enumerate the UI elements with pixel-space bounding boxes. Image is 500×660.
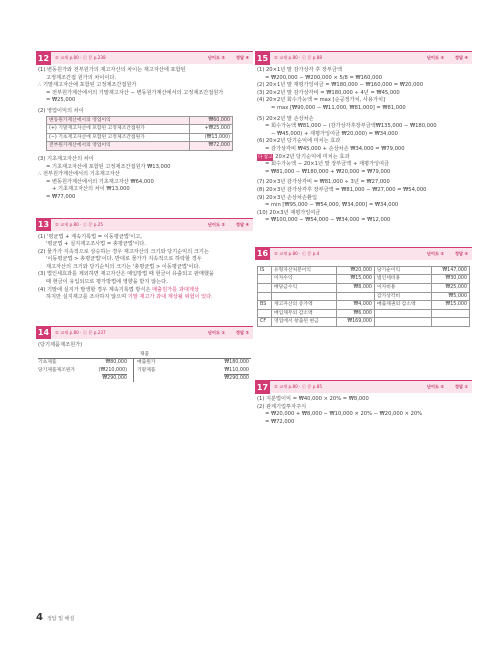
difficulty-label: 난이도 ③ bbox=[426, 55, 444, 60]
problem-number: 14 bbox=[37, 328, 50, 338]
problem-number: 12 bbox=[37, 53, 50, 63]
table-cell: ₩20,000 bbox=[336, 266, 374, 275]
difficulty-label: 난이도 ① bbox=[207, 329, 225, 335]
table-cell: ₩25,000 bbox=[431, 284, 469, 293]
text-line: '이동평균법 > 총평균법'이다. 반대로 물가가 지속적으로 하락할 경우 bbox=[46, 256, 202, 263]
text-line: '평균법 + 실지재고조사법 = 총평균법'이다. bbox=[46, 241, 146, 248]
section-15-body bbox=[255, 64, 472, 225]
table-cell: 영업에서 창출된 현금 bbox=[272, 318, 337, 327]
text-line: = max [₩90,000 − ₩11,000, ₩81,000] = ₩81,000 bbox=[271, 104, 406, 111]
table-cell: (+) 기말재고자산에 포함된 고정제조간접원가 bbox=[47, 125, 190, 134]
account-value: ₩110,000 bbox=[224, 367, 249, 373]
table-cell: ₩8,000 bbox=[336, 284, 374, 293]
table-cell bbox=[374, 309, 431, 318]
account-name: 기초제품 bbox=[38, 360, 57, 366]
difficulty-label: 난이도 ② bbox=[207, 55, 225, 60]
text-line: 하지만 실지재고를 조사하지 않으며 bbox=[46, 294, 128, 301]
text-line: ∴ 기말재고자산에 포함된 고정제조간접원가 bbox=[38, 82, 137, 89]
text-line: (9) 20×3년 손상차손환입 bbox=[257, 194, 317, 201]
profit-difference-table bbox=[46, 116, 233, 151]
page-footer bbox=[36, 612, 74, 623]
table-cell bbox=[431, 318, 469, 327]
problem-number: 16 bbox=[256, 249, 269, 259]
table-cell: ₩6,000 bbox=[336, 309, 374, 318]
text-line: = ₩77,000 bbox=[46, 193, 76, 200]
table-cell: 변동원가계산에서의 영업이익 bbox=[47, 116, 190, 125]
section-13-body bbox=[36, 231, 253, 302]
note-tag: 다 참고 bbox=[258, 154, 273, 160]
section-16-header bbox=[255, 247, 472, 260]
text-line: (3) 20×2년 말 감가상각비 = ₩180,000 ÷ 4년 = ₩45,000 bbox=[257, 89, 400, 96]
section-12-body bbox=[36, 64, 253, 202]
text-line: = ₩20,000 + ₩8,000 − ₩10,000 × 20% − ₩20,000 × 20% bbox=[265, 411, 423, 418]
table-cell bbox=[258, 275, 272, 284]
account-value: ₩180,000 bbox=[224, 360, 249, 366]
source-ref: ② 교재 p.80 · ⓒ 문 p.4 bbox=[274, 250, 320, 256]
text-line: (3) 법인세효과를 제외하면 재고자산은 매입방법 때 현금이 유출되고 판매했을 bbox=[38, 271, 214, 278]
table-cell: ₩4,000 bbox=[336, 301, 374, 310]
text-line: + 기초재고자산의 차이 ₩13,000 bbox=[52, 186, 130, 193]
answer-label: 정답 ④ bbox=[235, 221, 249, 227]
table-cell: 이자수익 bbox=[272, 275, 337, 284]
table-cell bbox=[258, 284, 272, 293]
text-line: = 회수가능액 ₩81,000 − (감가상각후장부금액₩135,000 − ₩180,000 bbox=[265, 123, 437, 130]
text-line: (4) 20×2년 회수가능액 = max [순공정가치, 사용가치] bbox=[257, 97, 386, 104]
text-line: (2) 관계기업투자주식 bbox=[257, 403, 307, 410]
table-cell: (−) 기초재고자산에 포함된 고정제조간접원가 bbox=[47, 133, 190, 142]
section-14-body bbox=[36, 339, 253, 382]
table-cell: 이자비용 bbox=[374, 284, 431, 293]
section-15-header bbox=[255, 51, 472, 64]
answer-label: 정답 ④ bbox=[454, 55, 468, 60]
text-line: = 회수가능액 − 20×1년 말 장부금액 + 재평가잉여금 bbox=[265, 161, 390, 168]
highlight-text: 매출원가를 과대계상 bbox=[152, 286, 199, 293]
table-cell bbox=[258, 309, 272, 318]
table-cell bbox=[258, 292, 272, 301]
source-ref: ② 교재 p.80 · ⓒ 문 p.88 bbox=[274, 55, 323, 60]
table-cell: ₩72,000 bbox=[189, 142, 232, 151]
account-value: ₩80,000 bbox=[105, 360, 127, 366]
text-line: = 변동원가계산에서의 기초재고자산 ₩64,000 bbox=[46, 178, 154, 185]
text-line: (1) 지분법이익 = ₩40,000 × 20% = ₩8,000 bbox=[257, 396, 369, 403]
table-cell: 배당금수익 bbox=[272, 284, 337, 293]
text-line: 재고자산의 크기와 당기순익의 크기는 '총평균법 > 이동평균법'이다. bbox=[46, 263, 201, 270]
answer-label: 정답 ④ bbox=[235, 55, 249, 60]
text-line: ∴ 전부원가계산에서의 기초재고자산 bbox=[38, 171, 120, 178]
section-13-header bbox=[36, 218, 253, 231]
t-account-title: 제품 bbox=[139, 352, 150, 358]
difficulty-label: 난이도 ② bbox=[426, 384, 444, 390]
answer-label: 정답 ③ bbox=[454, 250, 468, 256]
table-cell bbox=[374, 318, 431, 327]
source-ref: ② 교재 p.80 · ⓒ 문 p.238 bbox=[55, 55, 106, 60]
account-name: 기말제품 bbox=[137, 367, 156, 373]
table-cell: ₩15,000 bbox=[336, 275, 374, 284]
account-name: 당기제품제조원가 bbox=[38, 367, 76, 373]
text-line: = min [₩95,000 − ₩54,000, ₩34,000] = ₩34,000 bbox=[265, 202, 399, 209]
answer-label: 정답 ① bbox=[454, 384, 468, 390]
difficulty-label: 난이도 ② bbox=[426, 250, 444, 256]
account-name: 매출원가 bbox=[137, 360, 156, 366]
table-cell: (₩13,000) bbox=[189, 133, 232, 142]
text-line: = 기초재고자산에 포함된 고정제조간접원가 ₩13,000 bbox=[46, 163, 171, 170]
text-line: (8) 20×3년 감가상각후 장부금액 = ₩81,000 − ₩27,000 = ₩54,000 bbox=[257, 186, 427, 193]
source-ref: ② 교재 p.80 · ⓒ 문 p.237 bbox=[55, 329, 106, 335]
text-line: (4) 기말에 실지가 발생할 경우 계속기록법 방식은 bbox=[38, 286, 153, 293]
text-line: = ₩200,000 − ₩200,000 × 5/8 = ₩160,000 bbox=[265, 74, 383, 81]
table-cell: 감가상각비 bbox=[374, 292, 431, 301]
text-line: = ₩72,000 bbox=[265, 418, 295, 425]
text-line: (당기제품제조원가) bbox=[38, 341, 83, 348]
text-line: (2) 영업이익의 차이 bbox=[38, 107, 84, 114]
problem-number: 17 bbox=[256, 382, 269, 392]
source-ref: ② 교재 p.80 · ⓒ 문 p.25 bbox=[55, 221, 104, 227]
text-line: 20×2년 당기순익에 미치는 효과 bbox=[275, 153, 350, 160]
text-line: (10) 20×3년 재평가잉여금 bbox=[257, 209, 321, 216]
text-line: = ₩100,000 − ₩54,000 − ₩34,000 = ₩12,000 bbox=[265, 217, 391, 224]
right-column bbox=[255, 0, 472, 426]
answer-label: 정답 ② bbox=[235, 329, 249, 335]
section-12-header bbox=[36, 51, 253, 64]
table-cell bbox=[336, 292, 374, 301]
text-line: (2) 물가가 지속적으로 상승하는 경우 재고자산의 크기와 당기순익의 크기는 bbox=[38, 248, 209, 255]
text-line: (7) 20×3년 감가상각비 = ₩81,000 ÷ 3년 = ₩27,000 bbox=[257, 179, 390, 186]
text-line: 때 현금이 유입되므로 평가방법에 영향을 받지 않는다. bbox=[46, 279, 168, 286]
problem-number: 13 bbox=[37, 220, 50, 229]
table-cell: ₩15,000 bbox=[431, 301, 469, 310]
table-cell: BS bbox=[258, 301, 272, 310]
section-16-body bbox=[255, 260, 472, 327]
account-total: ₩290,000 bbox=[102, 376, 127, 382]
table-cell: CF bbox=[258, 318, 272, 327]
table-cell bbox=[272, 292, 337, 301]
text-line: (1) 20×1년 말 감가상각 후 장부금액 bbox=[257, 67, 342, 73]
table-cell: ₩147,000 bbox=[431, 266, 469, 275]
table-cell: 법인세비용 bbox=[374, 275, 431, 284]
table-cell: 전부원가계산에서의 영업이익 bbox=[47, 142, 190, 151]
problem-number: 15 bbox=[256, 53, 269, 63]
table-cell bbox=[431, 309, 469, 318]
text-line: (3) 기초재고자산의 차이 bbox=[38, 155, 94, 162]
highlight-text: 기말 재고가 과대 계상될 위험이 있다. bbox=[127, 294, 213, 301]
difficulty-label: 난이도 ② bbox=[207, 221, 225, 227]
left-column bbox=[36, 0, 253, 382]
text-line: = ₩81,000 − ₩180,000 + ₩20,000 = ₩79,000 bbox=[265, 168, 391, 175]
text-line: (1) 변동원가와 전부원가의 재고자산의 차이는 재고자산에 포함된 bbox=[38, 67, 186, 73]
page-number: 4 bbox=[36, 612, 43, 623]
account-total: ₩290,000 bbox=[224, 376, 249, 382]
text-line: = 전부원가계산에서의 기말재고자산 − 변동원가계산에서의 고정제조간접원가 bbox=[46, 89, 224, 96]
table-cell: 당기순이익 bbox=[374, 266, 431, 275]
table-cell: IS bbox=[258, 266, 272, 275]
table-cell: 매출채권의 감소액 bbox=[374, 301, 431, 310]
section-17-body bbox=[255, 393, 472, 426]
table-cell: 매입채무의 감소액 bbox=[272, 309, 337, 318]
text-line: (2) 20×1년 말 재평가잉여금 = ₩180,000 − ₩160,000 = ₩20,000 bbox=[257, 82, 424, 89]
cash-flow-table bbox=[257, 266, 470, 327]
text-line: (1) '평균법 + 계속기록법 = 이동평균법'이고, bbox=[38, 233, 142, 240]
footer-label: 정답 및 해설 bbox=[46, 616, 75, 622]
t-account bbox=[38, 351, 251, 381]
text-line: (6) 20×2년 당기순익에 미치는 효과 bbox=[257, 138, 341, 145]
text-line: − ₩45,000) + 재평가잉여금 ₩20,000) = ₩34,000 bbox=[271, 130, 398, 137]
account-value: (₩210,000) bbox=[98, 367, 127, 373]
text-line: (5) 20×2년 말 손상차손 bbox=[257, 115, 314, 122]
table-cell: 유형자산처분이익 bbox=[272, 266, 337, 275]
table-cell: 재고자산의 증가액 bbox=[272, 301, 337, 310]
table-cell: ₩60,000 bbox=[189, 116, 232, 125]
table-cell: +₩25,000 bbox=[189, 125, 232, 134]
table-cell: ₩30,000 bbox=[431, 275, 469, 284]
table-cell: ₩5,000 bbox=[431, 292, 469, 301]
source-ref: ② 교재 p.80 · ⓒ 문 p.85 bbox=[274, 384, 323, 390]
text-line: = ₩25,000 bbox=[46, 97, 76, 104]
text-line: = 감가상각비 ₩45,000 + 손상차손 ₩34,000 = ₩79,000 bbox=[265, 145, 405, 152]
section-17-header bbox=[255, 380, 472, 393]
section-14-header bbox=[36, 326, 253, 339]
table-cell: ₩169,000 bbox=[336, 318, 374, 327]
text-line: 고정제조간접 원가의 차이이다. bbox=[46, 74, 117, 81]
